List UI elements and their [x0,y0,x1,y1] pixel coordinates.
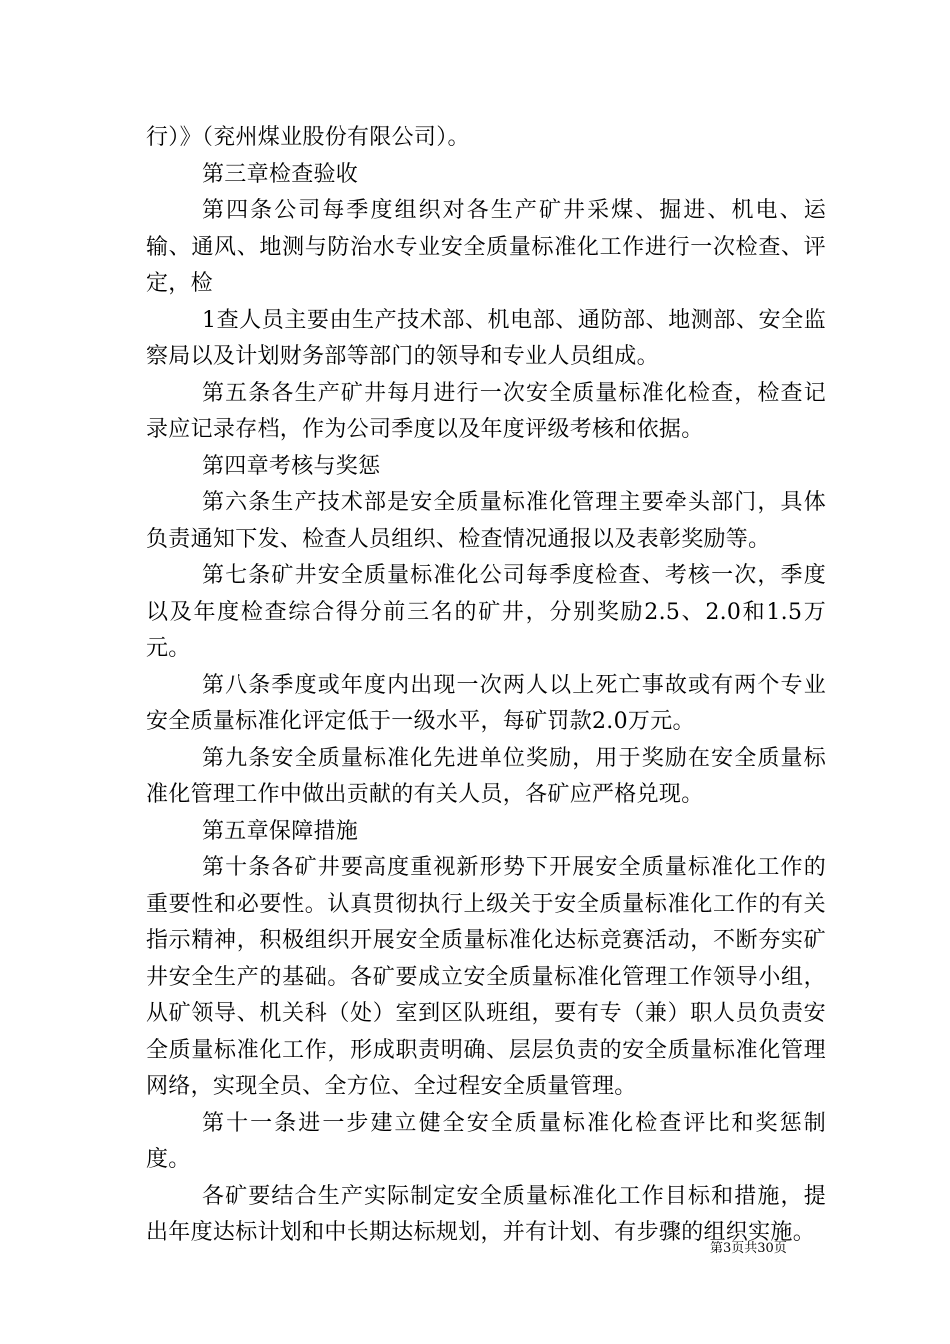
paragraph: 第十条各矿井要高度重视新形势下开展安全质量标准化工作的重要性和必要性。认真贯彻执行上级关于安全质量标准化工作的有关指示精神，积极组织开展安全质量标准化达标竞赛活动，不断夯实矿井安全生产的基础。各矿要成立安全质量标准化管理工作领导小组，从矿领导、机关科（处）室到区队班组，要有专（兼）职人员负责安全质量标准化工作，形成职责明确、层层负责的安全质量标准化管理网络，实现全员、全方位、全过程安全质量管理。 [146,855,826,1099]
page-number: 第3页共30页 [710,1241,787,1256]
paragraph: 第四条公司每季度组织对各生产矿井采煤、掘进、机电、运输、通风、地测与防治水专业安全质量标准化工作进行一次检查、评定，检 [146,198,826,296]
paragraph: 行）》（兖州煤业股份有限公司）。 [146,125,470,150]
paragraph: 第八条季度或年度内出现一次两人以上死亡事故或有两个专业安全质量标准化评定低于一级水平，每矿罚款2.0万元。 [146,672,826,734]
paragraph: 各矿要结合生产实际制定安全质量标准化工作目标和措施，提出年度达标计划和中长期达标规划，并有计划、有步骤的组织实施。 [146,1183,826,1245]
paragraph: 第三章检查验收 [202,161,359,187]
paragraph: 第四章考核与奖惩 [202,453,381,479]
paragraph: 1查人员主要由生产技术部、机电部、通防部、地测部、安全监察局以及计划财务部等部门的领导和专业人员组成。 [146,307,826,369]
paragraph: 第五章保障措施 [202,818,359,844]
paragraph: 第九条安全质量标准化先进单位奖励，用于奖励在安全质量标准化管理工作中做出贡献的有关人员，各矿应严格兑现。 [146,745,826,807]
paragraph: 第十一条进一步建立健全安全质量标准化检查评比和奖惩制度。 [146,1110,826,1172]
paragraph: 第五条各生产矿井每月进行一次安全质量标准化检查，检查记录应记录存档，作为公司季度以及年度评级考核和依据。 [146,380,826,442]
paragraph: 第六条生产技术部是安全质量标准化管理主要牵头部门，具体负责通知下发、检查人员组织、检查情况通报以及表彰奖励等。 [146,490,826,552]
paragraph: 第七条矿井安全质量标准化公司每季度检查、考核一次，季度以及年度检查综合得分前三名的矿井，分别奖励2.5、2.0和1.5万元。 [146,563,826,661]
document-body [146,120,826,1252]
